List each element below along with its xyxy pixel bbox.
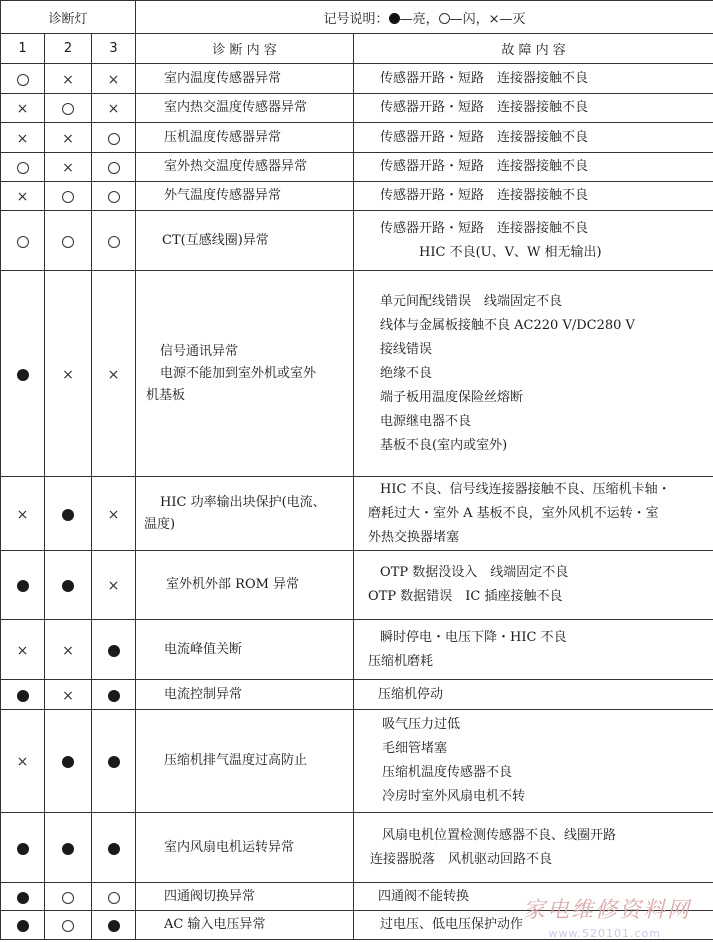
lamp-off-icon: × [488,11,500,27]
col-3-header: 3 [92,34,136,64]
lamp-on-icon [17,843,29,855]
table-row [1,64,713,94]
fault-cell [354,813,713,883]
lamp-off-icon: × [62,687,74,704]
fault-cell [354,620,713,680]
fault-text: 端子板用温度保险丝熔断 [380,389,524,405]
lamp-flash-icon [17,74,29,86]
lamp-off-icon: × [107,101,120,117]
fault-text: 电源继电器不良 [380,413,472,429]
diagnosis-cell [136,477,354,551]
lamp-1-cell [1,153,45,182]
lamp-off-icon: × [16,130,29,147]
lamp-3-cell [92,813,136,883]
lamp-3-cell [92,710,136,813]
legend-on-label: —亮， [399,11,439,27]
lamp-flash-icon [17,162,29,174]
lamp-2-cell [45,477,92,551]
fault-text: 毛细管堵塞 [382,741,448,756]
table-row [1,551,713,620]
lamp-1-cell [1,477,45,551]
lamp-off-icon: × [62,160,74,176]
fault-text: HIC 不良(U、V、W 相无输出) [380,244,602,260]
lamp-flash-icon [108,191,120,203]
diagnosis-text: 室内热交温度传感器异常 [164,100,308,115]
col-1-header: 1 [1,34,45,64]
fault-cell [354,64,713,94]
table-row [1,123,713,153]
fault-cell [354,182,713,211]
diagnosis-text: CT(互感线圈)异常 [162,232,269,248]
fault-text: 瞬时停电・电压下降・HIC 不良 [380,629,567,645]
lamp-off-icon: × [16,101,29,117]
lamp-3-cell [92,64,136,94]
lamp-1-cell [1,680,45,710]
fault-text: 基板不良(室内或室外) [380,437,508,453]
lamp-on-icon [108,645,120,657]
lamp-on-icon [17,580,29,592]
fault-text: 压缩机磨耗 [368,653,434,669]
fault-cell [354,211,713,271]
legend [136,1,713,34]
diagnosis-text: AC 输入电压异常 [164,917,266,932]
fault-cell [354,271,713,477]
lamp-2-cell [45,211,92,271]
lamp-flash-icon [62,236,74,248]
lamp-off-icon: × [62,642,74,659]
legend-prefix: 记号说明： [323,11,389,27]
diagnosis-cell [136,271,354,477]
fault-cell [354,123,713,153]
lamp-2-cell [45,551,92,620]
diagnosis-text: 室内风扇电机运转异常 [164,839,295,855]
lamp-2-cell [45,94,92,123]
lamp-2-cell [45,813,92,883]
lamp-2-cell [45,182,92,211]
fault-text: 压缩机温度传感器不良 [382,765,513,780]
watermark: 家电维修资料网 [522,898,691,923]
fault-text: HIC 不良、信号线连接器接触不良、压缩机卡轴・ [380,481,671,497]
diagnosis-text: 温度) [144,516,176,532]
fault-text: 吸气压力过低 [382,717,461,732]
lamp-on-icon [17,920,29,932]
lamp-on-icon [17,369,29,381]
lamp-off-icon: × [16,189,29,205]
lamp-3-cell [92,94,136,123]
lamp-3-cell [92,551,136,620]
lamp-3-cell [92,182,136,211]
lamp-flash-icon [62,892,74,904]
diagnosis-text: 电流峰值关断 [164,641,243,657]
lamp-on-icon [62,580,74,592]
fault-text: 传感器开路・短路 连接器接触不良 [380,220,589,236]
lamp-flash-icon [62,920,74,932]
fault-text: 四通阀不能转换 [378,888,470,904]
fault-cell [354,680,713,710]
lamp-on-icon [108,690,120,702]
diagnosis-cell [136,551,354,620]
lamp-on-icon [17,690,29,702]
diagnosis-cell [136,680,354,710]
lamp-flash-icon [108,892,120,904]
lamp-1-cell [1,551,45,620]
lamp-on-icon [62,756,74,768]
diagnosis-cell [136,182,354,211]
lamp-2-cell [45,680,92,710]
lamp-off-icon: × [62,130,74,147]
fault-text: 传感器开路・短路 连接器接触不良 [380,129,589,145]
fault-text: 风扇电机位置检测传感器不良、线圈开路 [382,827,617,843]
table-row [1,211,713,271]
fault-cell [354,710,713,813]
lamp-2-cell [45,710,92,813]
fault-content-header: 故 障 内 容 [354,34,713,64]
table-row [1,620,713,680]
diagnosis-cell [136,153,354,182]
diagnosis-text: 外气温度传感器异常 [164,188,282,203]
diagnosis-text: 电源不能加到室外机或室外 [160,365,317,381]
diagnosis-cell [136,883,354,911]
lamp-3-cell [92,911,136,940]
lamp-flash-icon [108,162,120,174]
fault-cell [354,94,713,123]
table-row [1,477,713,551]
lamp-on-icon [62,509,74,521]
diagnosis-cell [136,64,354,94]
lamp-3-cell [92,620,136,680]
lamp-flash-icon [439,13,450,24]
lamp-group-header: 诊断灯 [1,1,136,34]
table-row [1,710,713,813]
lamp-off-icon: × [62,71,74,88]
lamp-2-cell [45,883,92,911]
header-row-2 [1,34,713,64]
fault-text: 压缩机停动 [378,686,444,702]
lamp-off-icon: × [107,506,120,523]
diagnosis-text: 室内温度传感器异常 [164,70,282,86]
lamp-1-cell [1,710,45,813]
diagnosis-text: 信号通讯异常 [160,343,239,359]
lamp-2-cell [45,123,92,153]
fault-text: 过电压、低电压保护动作 [380,917,524,932]
fault-text: OTP 数据没设入 线端固定不良 [380,565,569,580]
table-row [1,182,713,211]
diagnosis-text: 压缩机排气温度过高防止 [164,753,308,768]
diagnosis-text: 机基板 [146,387,186,403]
lamp-off-icon: × [16,642,29,659]
lamp-3-cell [92,211,136,271]
diagnosis-text: 压机温度传感器异常 [164,129,282,145]
lamp-1-cell [1,911,45,940]
diag-content-header: 诊 断 内 容 [136,34,354,64]
lamp-on-icon [108,756,120,768]
lamp-1-cell [1,182,45,211]
lamp-3-cell [92,271,136,477]
lamp-2-cell [45,64,92,94]
lamp-1-cell [1,64,45,94]
lamp-2-cell [45,271,92,477]
fault-text: 线体与金属板接触不良 AC220 V/DC280 V [380,317,635,333]
diagnosis-cell [136,813,354,883]
diagnosis-cell [136,710,354,813]
diagnosis-text: 室外热交温度传感器异常 [164,159,308,174]
lamp-on-icon [389,13,400,24]
lamp-3-cell [92,883,136,911]
lamp-2-cell [45,620,92,680]
lamp-flash-icon [17,236,29,248]
watermark-url: www.520101.com [548,927,661,940]
diagnosis-text: HIC 功率输出块保护(电流、 [160,494,326,510]
lamp-on-icon [62,843,74,855]
lamp-3-cell [92,123,136,153]
diagnosis-cell [136,123,354,153]
fault-text: 传感器开路・短路 连接器接触不良 [380,188,589,203]
fault-text: 传感器开路・短路 连接器接触不良 [380,70,589,86]
fault-cell [354,477,713,551]
header-row-1 [1,1,713,34]
table-row [1,680,713,710]
lamp-3-cell [92,153,136,182]
fault-text: 接线错误 [380,341,433,357]
lamp-flash-icon [62,103,74,115]
lamp-on-icon [17,892,29,904]
fault-text: 冷房时室外风扇电机不转 [382,789,526,804]
lamp-on-icon [108,843,120,855]
lamp-1-cell [1,94,45,123]
lamp-3-cell [92,477,136,551]
diagnosis-text: 室外机外部 ROM 异常 [166,577,300,592]
table-row [1,153,713,182]
col-2-header: 2 [45,34,92,64]
table-row [1,813,713,883]
lamp-on-icon [108,920,120,932]
fault-text: 单元间配线错误 线端固定不良 [380,293,563,309]
lamp-off-icon: × [62,366,74,383]
fault-text: 传感器开路・短路 连接器接触不良 [380,159,589,174]
table-row [1,271,713,477]
fault-text: 外热交换器堵塞 [368,529,460,545]
lamp-3-cell [92,680,136,710]
diagnosis-cell [136,911,354,940]
diagnosis-cell [136,94,354,123]
lamp-2-cell [45,153,92,182]
lamp-off-icon: × [16,754,29,770]
lamp-flash-icon [108,133,120,145]
fault-text: 绝缘不良 [380,365,433,381]
fault-cell [354,153,713,182]
lamp-2-cell [45,911,92,940]
diagnosis-cell [136,211,354,271]
legend-off-label: —灭 [499,11,526,27]
lamp-1-cell [1,813,45,883]
lamp-off-icon: × [107,71,120,88]
lamp-1-cell [1,211,45,271]
lamp-flash-icon [108,236,120,248]
fault-text: 磨耗过大・室外 A 基板不良，室外风机不运转・室 [368,505,659,521]
lamp-1-cell [1,271,45,477]
lamp-off-icon: × [16,506,29,523]
lamp-off-icon: × [107,578,120,594]
fault-cell [354,551,713,620]
diagnosis-text: 电流控制异常 [164,686,243,702]
diagnosis-cell [136,620,354,680]
diagnosis-text: 四通阀切换异常 [164,888,256,904]
fault-text: 连接器脱落 风机驱动回路不良 [370,851,553,867]
lamp-off-icon: × [107,366,120,383]
lamp-flash-icon [62,191,74,203]
legend-flash-label: —闪， [449,11,489,27]
lamp-1-cell [1,123,45,153]
lamp-1-cell [1,883,45,911]
table-row [1,94,713,123]
fault-text: 传感器开路・短路 连接器接触不良 [380,100,589,115]
lamp-1-cell [1,620,45,680]
fault-text: OTP 数据错误 IC 插座接触不良 [368,589,563,604]
